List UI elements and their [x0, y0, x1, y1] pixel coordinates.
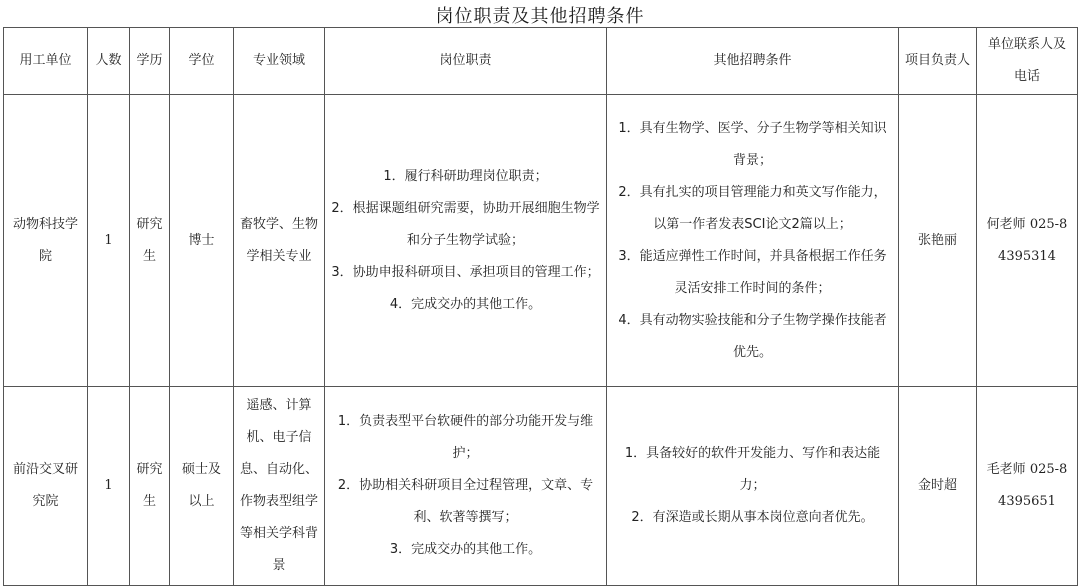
cell-leader: 张艳丽	[899, 95, 977, 387]
cell-unit: 动物科技学院	[4, 95, 88, 387]
requirement-item: 4．具有动物实验技能和分子生物学操作技能者优先。	[618, 312, 887, 360]
requirement-item: 2．有深造或长期从事本岗位意向者优先。	[631, 510, 874, 525]
cell-field: 畜牧学、生物学相关专业	[234, 95, 325, 387]
contact-name: 毛老师	[986, 462, 1026, 477]
duty-item: 1．履行科研助理岗位职责；	[383, 168, 548, 184]
contact-phone: 025-84395314	[998, 216, 1068, 264]
cell-education: 研究生	[130, 95, 170, 387]
cell-count: 1	[88, 387, 130, 586]
cell-count: 1	[88, 95, 130, 387]
cell-requirements	[607, 95, 899, 387]
header-contact: 单位联系人及电话	[977, 28, 1078, 95]
recruitment-table	[3, 27, 1078, 586]
header-field: 专业领域	[234, 28, 325, 95]
requirement-item: 2．具有扎实的项目管理能力和英文写作能力，以第一作者发表SCI论文2篇以上；	[618, 184, 887, 232]
duty-item: 1．负责表型平台软硬件的部分功能开发与维护；	[337, 414, 594, 461]
cell-degree: 博士	[170, 95, 234, 387]
cell-field: 遥感、计算机、电子信息、自动化、作物表型组学等相关学科背景	[234, 387, 325, 586]
cell-education: 研究生	[130, 387, 170, 586]
table-row	[4, 387, 1078, 586]
header-row	[4, 28, 1078, 95]
cell-contact	[977, 387, 1078, 586]
cell-leader: 金时超	[899, 387, 977, 586]
header-count: 人数	[88, 28, 130, 95]
cell-contact	[977, 95, 1078, 387]
duty-item: 4．完成交办的其他工作。	[389, 296, 542, 312]
duty-item: 3．完成交办的其他工作。	[389, 542, 542, 557]
contact-phone: 025-84395651	[998, 462, 1068, 509]
cell-degree: 硕士及以上	[170, 387, 234, 586]
table-row	[4, 95, 1078, 387]
header-leader: 项目负责人	[899, 28, 977, 95]
duty-item: 2．协助相关科研项目全过程管理，文章、专利、软著等撰写；	[337, 478, 594, 525]
page-title: 岗位职责及其他招聘条件	[435, 6, 645, 27]
header-requirements: 其他招聘条件	[607, 28, 899, 95]
requirement-item: 1．具备较好的软件开发能力、写作和表达能力；	[624, 446, 881, 493]
header-unit: 用工单位	[4, 28, 88, 95]
requirement-item: 1．具有生物学、医学、分子生物学等相关知识背景；	[618, 120, 887, 168]
requirement-item: 3．能适应弹性工作时间，并具备根据工作任务灵活安排工作时间的条件；	[618, 248, 887, 296]
cell-unit: 前沿交叉研究院	[4, 387, 88, 586]
cell-duties	[325, 95, 607, 387]
contact-name: 何老师	[986, 216, 1026, 232]
header-degree: 学位	[170, 28, 234, 95]
cell-requirements	[607, 387, 899, 586]
cell-duties	[325, 387, 607, 586]
header-duties: 岗位职责	[325, 28, 607, 95]
duty-item: 2．根据课题组研究需要，协助开展细胞生物学和分子生物学试验；	[331, 200, 600, 248]
duty-item: 3．协助申报科研项目、承担项目的管理工作；	[331, 264, 600, 280]
header-education: 学历	[130, 28, 170, 95]
